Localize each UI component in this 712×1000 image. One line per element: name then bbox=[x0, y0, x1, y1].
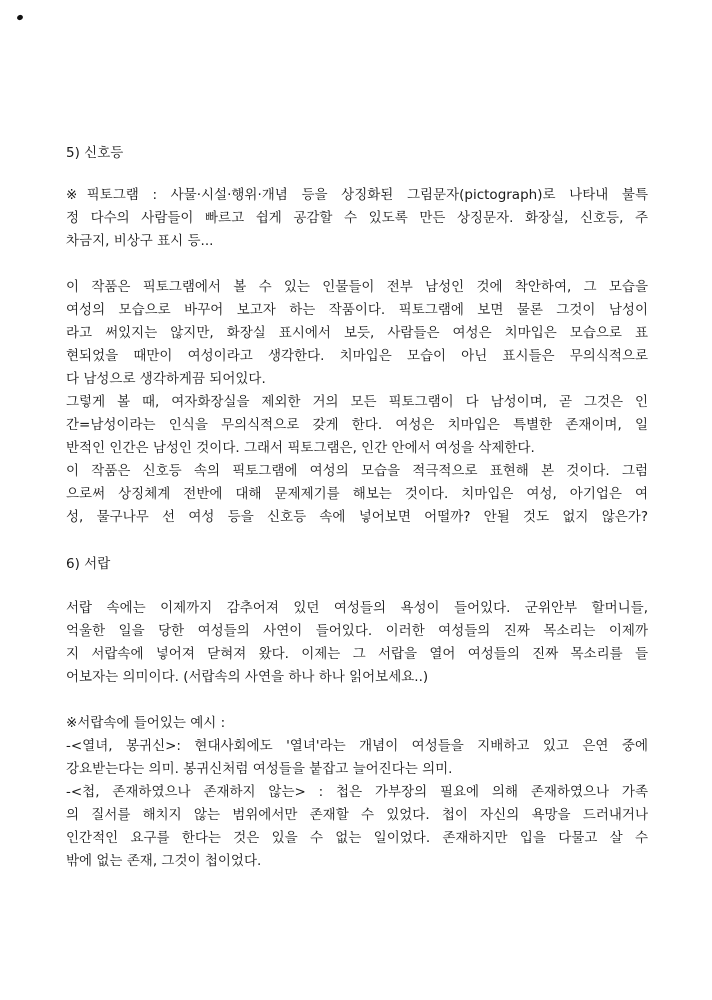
paragraph-line: 이 작품은 신호등 속의 픽토그램에 여성의 모습을 적극적으로 표현해 본 것이다. 그럼 bbox=[66, 463, 648, 479]
section-5-paragraph bbox=[66, 276, 648, 529]
paragraph-line: 이 작품은 픽토그램에서 볼 수 있는 인물들이 전부 남성인 것에 착안하여, 그 모습을 bbox=[66, 279, 648, 295]
example-line: -<첩, 존재하였으나 존재하지 않는> : 첩은 가부장의 필요에 의해 존재하였으나 가족 bbox=[66, 784, 648, 800]
paragraph-line: 라고 써있지는 않지만, 화장실 표시에서 보듯, 사람들은 여성은 치마입은 모습으로 표 bbox=[66, 325, 648, 341]
document-page bbox=[66, 142, 648, 873]
example-line: 강요받는다는 의미. 봉귀신처럼 여성들을 붙잡고 늘어진다는 의미. bbox=[66, 761, 453, 777]
note-line: 정 다수의 사람들이 빠르고 쉽게 공감할 수 있도록 만든 상징문자. 화장실, 신호등, 주 bbox=[66, 210, 648, 226]
paragraph-line: 그렇게 볼 때, 여자화장실을 제외한 거의 모든 픽토그램이 다 남성이며, 곧 그것은 인 bbox=[66, 394, 648, 410]
paragraph-line: 여성의 모습으로 바꾸어 보고자 하는 작품이다. 픽토그램에 보면 물론 그것이 남성이 bbox=[66, 302, 648, 318]
drawer-examples bbox=[66, 712, 648, 873]
paragraph-line: 간=남성이라는 인식을 무의식적으로 갖게 한다. 여성은 치마입은 특별한 존재이며, 일 bbox=[66, 417, 648, 433]
paragraph-line: 지 서랍속에 넣어져 닫혀져 왔다. 이제는 그 서랍을 열어 여성들의 진짜 목소리를 들 bbox=[66, 646, 648, 662]
section-6-paragraph bbox=[66, 597, 648, 689]
scan-speck bbox=[16, 14, 24, 21]
example-line: 의 질서를 해치지 않는 범위에서만 존재할 수 있었다. 첩이 자신의 욕망을 드러내거나 bbox=[66, 807, 648, 823]
paragraph-line: 어보자는 의미이다. (서랍속의 사연을 하나 하나 읽어보세요..) bbox=[66, 669, 429, 685]
paragraph-line: 억울한 일을 당한 여성들의 사연이 들어있다. 이러한 여성들의 진짜 목소리는 이제까 bbox=[66, 623, 648, 639]
pictogram-note bbox=[66, 184, 648, 253]
example-line: 인간적인 요구를 한다는 것은 있을 수 없는 일이었다. 존재하지만 입을 다물고 살 수 bbox=[66, 830, 648, 846]
note-line: 차금지, 비상구 표시 등... bbox=[66, 233, 214, 249]
example-line: -<열녀, 봉귀신>: 현대사회에도 '열녀'라는 개념이 여성들을 지배하고 있고 은연 중에 bbox=[66, 738, 648, 754]
example-line: 밖에 없는 존재, 그것이 첩이었다. bbox=[66, 853, 262, 869]
paragraph-line: 성, 물구나무 선 여성 등을 신호등 속에 넣어보면 어떨까? 안될 것도 없지 않은가? bbox=[66, 509, 648, 525]
paragraph-line: 으로써 상징체계 전반에 대해 문제제기를 해보는 것이다. 치마입은 여성, 아기업은 여 bbox=[66, 486, 648, 502]
example-line: ※서랍속에 들어있는 예시 : bbox=[66, 715, 226, 731]
note-line: ※픽토그램 : 사물·시설·행위·개념 등을 상징화된 그림문자(pictograph)로 나타내 불특 bbox=[66, 187, 648, 203]
paragraph-line: 현되었을 때만이 여성이라고 생각한다. 치마입은 모습이 아닌 표시들은 무의식적으로 bbox=[66, 348, 648, 364]
paragraph-line: 서랍 속에는 이제까지 감추어져 있던 여성들의 욕성이 들어있다. 군위안부 할머니들, bbox=[66, 600, 648, 616]
section-6-heading: 6) 서랍 bbox=[66, 556, 111, 572]
paragraph-line: 반적인 인간은 남성인 것이다. 그래서 픽토그램은, 인간 안에서 여성을 삭제한다. bbox=[66, 440, 535, 456]
section-5-heading: 5) 신호등 bbox=[66, 145, 124, 161]
paragraph-line: 다 남성으로 생각하게끔 되어있다. bbox=[66, 371, 266, 387]
